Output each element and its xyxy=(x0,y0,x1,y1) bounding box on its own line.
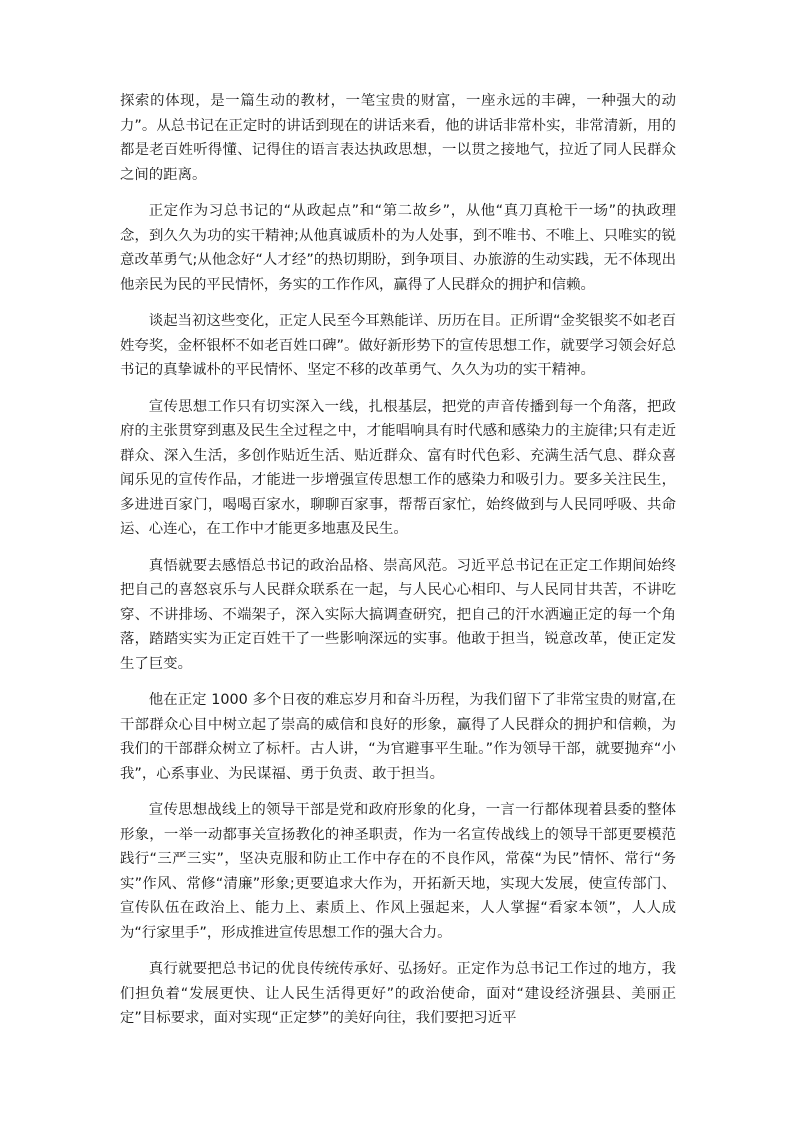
paragraph-7: 宣传思想战线上的领导干部是党和政府形象的化身，一言一行都体现着县委的整体形象，一举一动都事关宣扬教化的神圣职责，作为一名宣传战线上的领导干部更要模范践行“三严三实”，坚决克服和防止工作中存在的不良作风，常葆“为民”情怀、常行“务实”作风、常修“清廉”形象;更要追求大作为，开拓新天地，实现大发展，使宣传部门、宣传队伍在政治上、能力上、素质上、作风上强起来，人人掌握“看家本领”，人人成为“行家里手”，形成推进宣传思想工作的强大合力。 xyxy=(120,802,676,941)
paragraph-8: 真行就要把总书记的优良传统传承好、弘扬好。正定作为总书记工作过的地方，我们担负着“发展更快、让人民生活得更好”的政治使命，面对“建设经济强县、美丽正定”目标要求，面对实现“正定梦”的美好向往，我们要把习近平 xyxy=(120,961,676,1026)
document-body xyxy=(120,89,676,1043)
paragraph-1: 探索的体现，是一篇生动的教材，一笔宝贵的财富，一座永远的丰碑，一种强大的动力”。从总书记在正定时的讲话到现在的讲话来看，他的讲话非常朴实，非常清新，用的都是老百姓听得懂、记得住的语言表达执政思想，一以贯之接地气，拉近了同人民群众之间的距离。 xyxy=(120,93,676,183)
paragraph-5: 真悟就要去感悟总书记的政治品格、崇高风范。习近平总书记在正定工作期间始终把自己的喜怒哀乐与人民群众联系在一起，与人民心心相印、与人民同甘共苦，不讲吃穿、不讲排场、不端架子，深入实际大搞调查研究，把自己的汗水洒遍正定的每一个角落，踏踏实实为正定百姓干了一些影响深远的实事。他敢于担当，锐意改革，使正定发生了巨变。 xyxy=(120,557,676,672)
paragraph-4: 宣传思想工作只有切实深入一线，扎根基层，把党的声音传播到每一个角落，把政府的主张贯穿到惠及民生全过程之中，才能唱响具有时代感和感染力的主旋律;只有走近群众、深入生活，多创作贴近生活、贴近群众、富有时代色彩、充满生活气息、群众喜闻乐见的宣传作品，才能进一步增强宣传思想工作的感染力和吸引力。要多关注民生，多进进百家门，喝喝百家水，聊聊百家事，帮帮百家忙，始终做到与人民同呼吸、共命运、心连心，在工作中才能更多地惠及民生。 xyxy=(120,398,676,537)
paragraph-3: 谈起当初这些变化，正定人民至今耳熟能详、历历在目。正所谓“金奖银奖不如老百姓夸奖，金杯银杯不如老百姓口碑”。做好新形势下的宣传思想工作，就要学习领会好总书记的真挚诚朴的平民情怀、坚定不移的改革勇气、久久为功的实干精神。 xyxy=(120,313,676,378)
paragraph-6: 他在正定 1000 多个日夜的难忘岁月和奋斗历程，为我们留下了非常宝贵的财富,在干部群众心目中树立起了崇高的威信和良好的形象，赢得了人民群众的拥护和信赖，为我们的干部群众树立了标杆。古人讲，“为官避事平生耻。”作为领导干部，就要抛弃“小我”，心系事业、为民谋福、勇于负责、敢于担当。 xyxy=(120,692,676,782)
paragraph-2: 正定作为习总书记的“从政起点”和“第二故乡”，从他“真刀真枪干一场”的执政理念，到久久为功的实干精神;从他真诚质朴的为人处事，到不唯书、不唯上、只唯实的锐意改革勇气;从他念好“人才经”的热切期盼，到争项目、办旅游的生动实践，无不体现出他亲民为民的平民情怀，务实的工作作风，赢得了人民群众的拥护和信赖。 xyxy=(120,203,676,293)
